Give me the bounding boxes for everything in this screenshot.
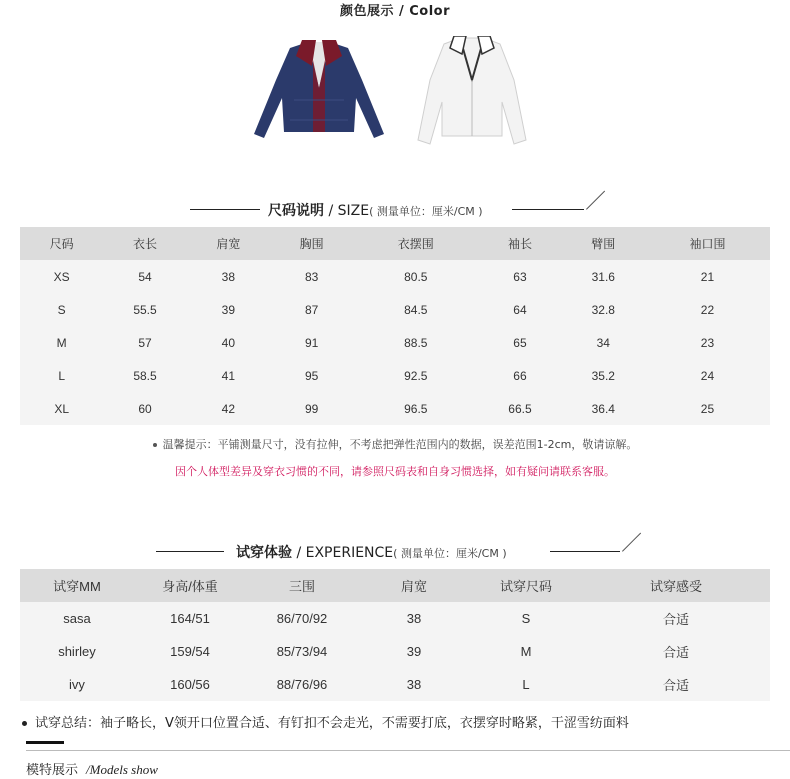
experience-section-header bbox=[0, 537, 790, 567]
experience-title-en: EXPERIENCE bbox=[305, 545, 394, 561]
table-row bbox=[20, 635, 770, 668]
experience-table bbox=[20, 569, 770, 701]
table-row bbox=[20, 668, 770, 701]
experience-cell: 38 bbox=[358, 668, 470, 701]
models-accent-bar bbox=[26, 741, 64, 744]
size-cell: 31.6 bbox=[562, 260, 645, 293]
size-cell: 99 bbox=[270, 392, 353, 425]
experience-cell: 160/56 bbox=[134, 668, 246, 701]
size-header-cell: 肩宽 bbox=[187, 227, 270, 260]
size-cell: XL bbox=[20, 392, 103, 425]
experience-title-cn: 试穿体验 bbox=[236, 545, 292, 561]
size-cell: 66.5 bbox=[478, 392, 561, 425]
table-row bbox=[20, 260, 770, 293]
table-row bbox=[20, 602, 770, 635]
experience-header-cell: 试穿尺码 bbox=[470, 569, 582, 602]
size-cell: S bbox=[20, 293, 103, 326]
experience-cell: 159/54 bbox=[134, 635, 246, 668]
table-row bbox=[20, 392, 770, 425]
table-row bbox=[20, 293, 770, 326]
experience-table-header-row bbox=[20, 569, 770, 602]
size-header-cell: 衣摆围 bbox=[353, 227, 478, 260]
experience-title-note: ( 测量单位：厘米/CM ) bbox=[393, 547, 507, 560]
experience-cell: L bbox=[470, 668, 582, 701]
table-row bbox=[20, 359, 770, 392]
size-cell: 96.5 bbox=[353, 392, 478, 425]
experience-cell: 86/70/92 bbox=[246, 602, 358, 635]
size-cell: 34 bbox=[562, 326, 645, 359]
size-table-header-row bbox=[20, 227, 770, 260]
size-title-note: ( 测量单位：厘米/CM ) bbox=[369, 205, 483, 218]
experience-cell: 合适 bbox=[582, 668, 770, 701]
size-cell: 91 bbox=[270, 326, 353, 359]
size-cell: 60 bbox=[103, 392, 186, 425]
experience-header-cell: 肩宽 bbox=[358, 569, 470, 602]
size-cell: XS bbox=[20, 260, 103, 293]
experience-title-sep: / bbox=[292, 545, 306, 561]
size-cell: 55.5 bbox=[103, 293, 186, 326]
size-cell: 63 bbox=[478, 260, 561, 293]
size-cell: 41 bbox=[187, 359, 270, 392]
size-cell: 66 bbox=[478, 359, 561, 392]
experience-header-slash bbox=[622, 533, 641, 552]
size-cell: 88.5 bbox=[353, 326, 478, 359]
models-section-title bbox=[26, 759, 158, 778]
size-cell: 23 bbox=[645, 326, 770, 359]
size-header-cell: 胸围 bbox=[270, 227, 353, 260]
experience-cell: 88/76/96 bbox=[246, 668, 358, 701]
size-header-cell: 袖长 bbox=[478, 227, 561, 260]
size-cell: 58.5 bbox=[103, 359, 186, 392]
experience-cell: 38 bbox=[358, 602, 470, 635]
size-cell: 35.2 bbox=[562, 359, 645, 392]
size-cell: 25 bbox=[645, 392, 770, 425]
size-cell: 57 bbox=[103, 326, 186, 359]
size-header-cell: 尺码 bbox=[20, 227, 103, 260]
size-cell: 22 bbox=[645, 293, 770, 326]
size-tip bbox=[0, 436, 790, 452]
experience-header-cell: 试穿感受 bbox=[582, 569, 770, 602]
navy-sweater-swatch[interactable] bbox=[250, 40, 388, 146]
size-header-rule-left bbox=[190, 209, 260, 210]
experience-header-cell: 身高/体重 bbox=[134, 569, 246, 602]
size-section-header bbox=[0, 195, 790, 225]
size-cell: 32.8 bbox=[562, 293, 645, 326]
size-header-cell: 袖口围 bbox=[645, 227, 770, 260]
experience-header-rule-right bbox=[550, 551, 620, 552]
size-cell: 38 bbox=[187, 260, 270, 293]
experience-header-cell: 三围 bbox=[246, 569, 358, 602]
size-cell: 87 bbox=[270, 293, 353, 326]
size-header-slash bbox=[586, 191, 605, 210]
size-cell: 84.5 bbox=[353, 293, 478, 326]
experience-cell: shirley bbox=[20, 635, 134, 668]
size-cell: 80.5 bbox=[353, 260, 478, 293]
experience-cell: ivy bbox=[20, 668, 134, 701]
experience-cell: 164/51 bbox=[134, 602, 246, 635]
size-tip-red: 因个人体型差异及穿衣习惯的不同，请参照尺码表和自身习惯选择，如有疑问请联系客服。 bbox=[175, 465, 615, 478]
models-divider bbox=[26, 750, 790, 751]
size-title-en: SIZE bbox=[337, 203, 370, 219]
experience-header-cell: 试穿MM bbox=[20, 569, 134, 602]
size-cell: 21 bbox=[645, 260, 770, 293]
experience-summary bbox=[22, 712, 629, 731]
experience-cell: sasa bbox=[20, 602, 134, 635]
size-cell: 39 bbox=[187, 293, 270, 326]
size-cell: 24 bbox=[645, 359, 770, 392]
size-cell: 54 bbox=[103, 260, 186, 293]
experience-cell: 合适 bbox=[582, 635, 770, 668]
size-cell: 42 bbox=[187, 392, 270, 425]
size-table bbox=[20, 227, 770, 425]
color-section-title: 颜色展示 / Color bbox=[339, 4, 451, 19]
size-cell: 36.4 bbox=[562, 392, 645, 425]
bullet-icon bbox=[153, 443, 157, 447]
size-cell: 95 bbox=[270, 359, 353, 392]
experience-header-rule-left bbox=[156, 551, 224, 552]
size-header-caption bbox=[268, 200, 483, 220]
size-tip-text: 温馨提示：平铺测量尺寸，没有拉伸，不考虑把弹性范围内的数据，误差范围1-2cm，敬请谅解。 bbox=[162, 438, 638, 451]
size-header-rule-right bbox=[512, 209, 584, 210]
size-header-cell: 衣长 bbox=[103, 227, 186, 260]
models-title-en: /Models show bbox=[86, 762, 158, 777]
size-header-cell: 臂围 bbox=[562, 227, 645, 260]
experience-cell: M bbox=[470, 635, 582, 668]
experience-cell: 85/73/94 bbox=[246, 635, 358, 668]
size-cell: 40 bbox=[187, 326, 270, 359]
experience-cell: 合适 bbox=[582, 602, 770, 635]
models-title-cn: 模特展示 bbox=[26, 763, 79, 778]
size-cell: 92.5 bbox=[353, 359, 478, 392]
experience-cell: S bbox=[470, 602, 582, 635]
experience-summary-text: 试穿总结：袖子略长，V领开口位置合适、有钉扣不会走光，不需要打底，衣摆穿时略紧，干涩雪纺面料 bbox=[35, 716, 629, 731]
size-title-cn: 尺码说明 bbox=[268, 203, 324, 219]
size-cell: 83 bbox=[270, 260, 353, 293]
size-cell: M bbox=[20, 326, 103, 359]
size-cell: 64 bbox=[478, 293, 561, 326]
bullet-icon bbox=[22, 721, 27, 726]
experience-header-caption bbox=[236, 542, 507, 562]
size-cell: 65 bbox=[478, 326, 561, 359]
white-blouse-swatch[interactable] bbox=[410, 36, 534, 146]
experience-cell: 39 bbox=[358, 635, 470, 668]
size-title-sep: / bbox=[324, 203, 338, 219]
size-cell: L bbox=[20, 359, 103, 392]
table-row bbox=[20, 326, 770, 359]
